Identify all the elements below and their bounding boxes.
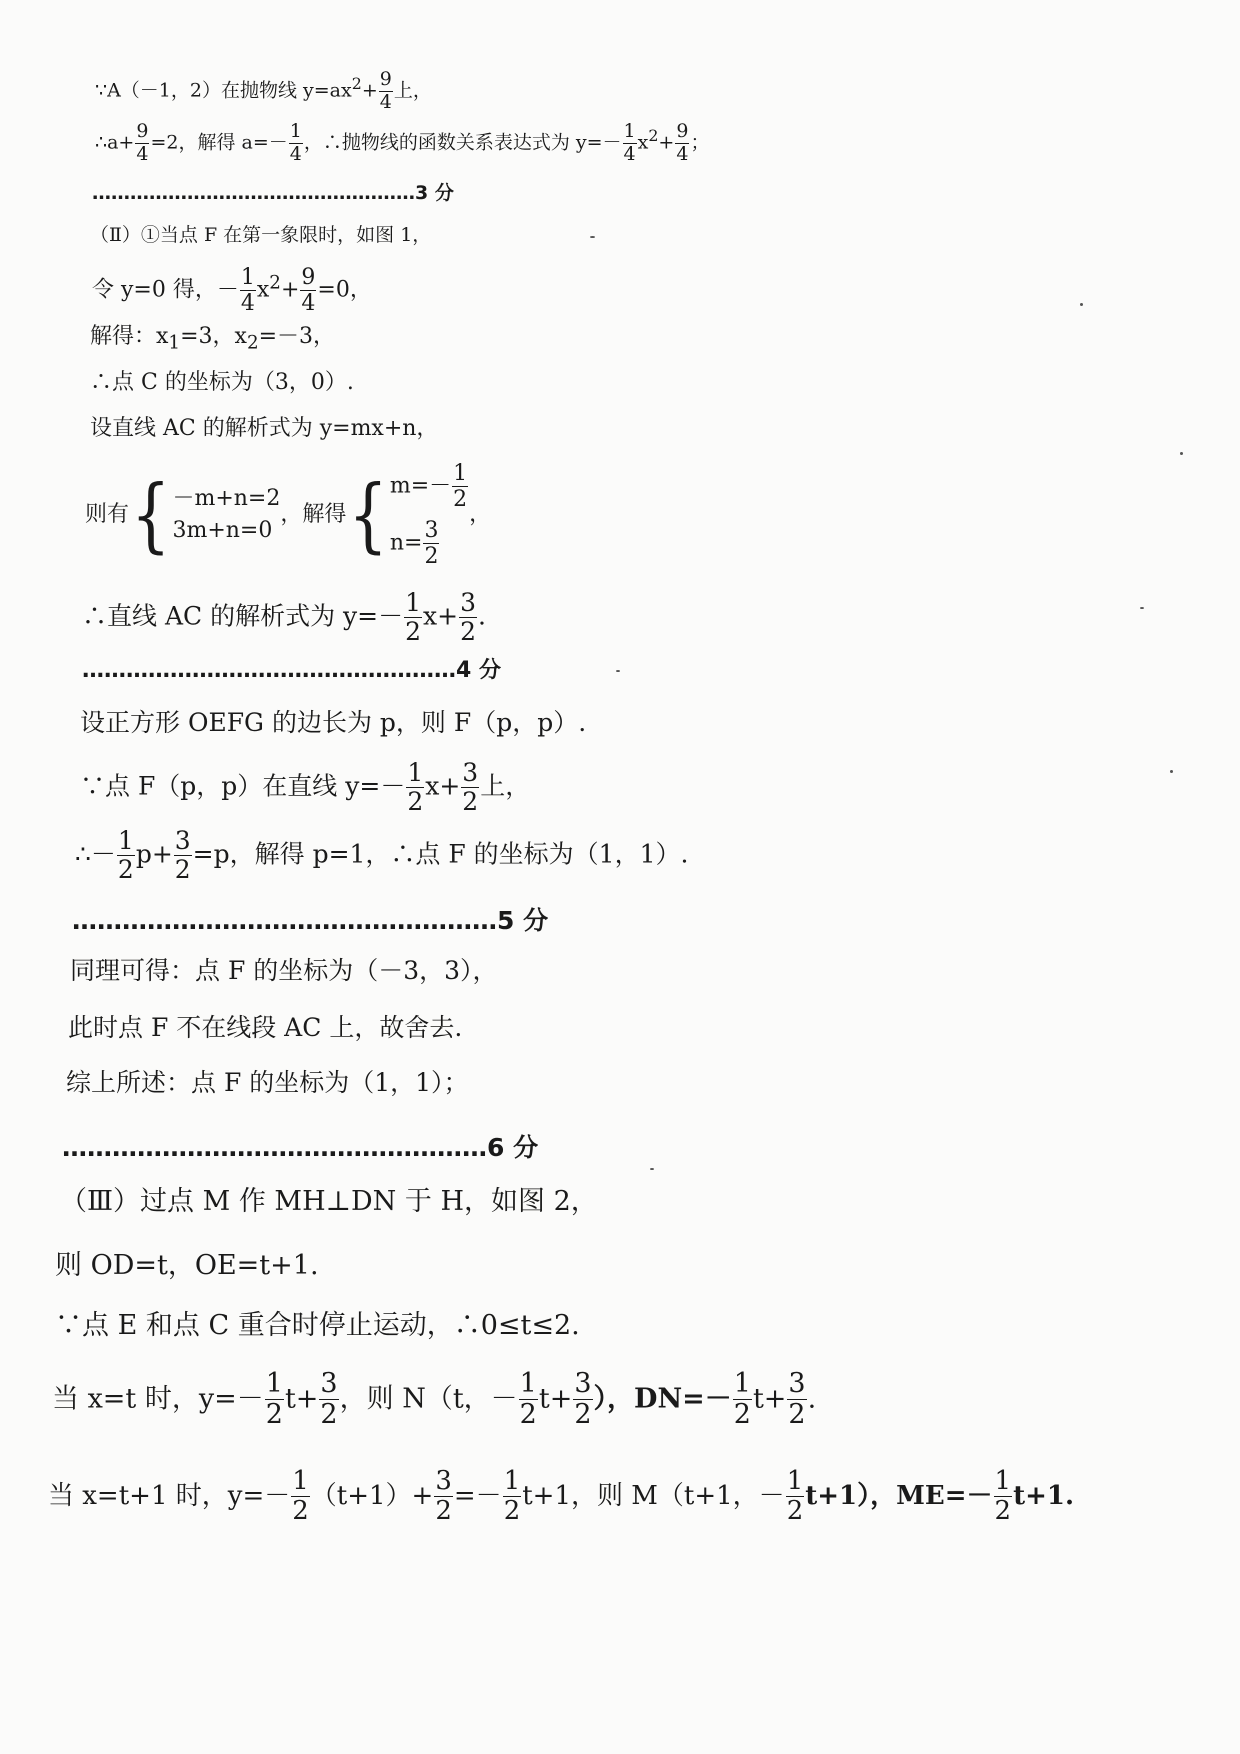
left-brace: {: [131, 467, 171, 562]
line-point-a-on-parabola: ∵A（－1，2）在抛物线 $y=ax^2+$ $\frac{9}{4}$ 上，: [95, 68, 432, 113]
scan-speck: [616, 670, 620, 672]
fraction: $\frac{9}{4}$: [379, 68, 392, 113]
scan-speck: [650, 1168, 654, 1170]
fraction: $\frac{3}{2}$: [574, 1368, 592, 1431]
line-set-y-zero: 令 y=0 得，－ $\frac{1}{4}$ $x^2+$ $\frac{9}{4}$ =0，: [92, 265, 372, 317]
fraction: $\frac{1}{2}$: [519, 1368, 537, 1431]
line-solve-a: ∴a+ $\frac{9}{4}$ =2，解得 a=－ $\frac{1}{4}$ ，∴抛物线的函数关系表达式为 y=－ $\frac{1}{4}$ $x^2+$ $\frac{9}{4}$ ；: [95, 120, 710, 165]
fraction: $\frac{3}{2}$: [460, 588, 476, 647]
line-when-x-eq-t: 当 x=t 时，y=－ $\frac{1}{2}$ t+ $\frac{3}{2}$ ，则 N（t，－ $\frac{1}{2}$ t+ $\frac{3}{2}$ ），DN=－ $\frac{1}{2}$ t+ $\frac{3}{2}$ .: [52, 1368, 817, 1431]
fraction: $\frac{3}{2}$: [435, 1466, 452, 1527]
line-set-line-ac: 设直线 AC 的解析式为 y=mx+n，: [90, 416, 439, 441]
fraction: $\frac{9}{4}$: [301, 265, 316, 317]
left-brace: {: [348, 467, 388, 562]
solution-pair: m=－ $\frac{1}{2}$ n= $\frac{3}{2}$: [389, 461, 468, 570]
fraction: $\frac{1}{2}$: [265, 1368, 283, 1431]
fraction: $\frac{1}{2}$: [292, 1466, 309, 1527]
fraction: $\frac{1}{4}$: [240, 265, 255, 317]
fraction: $\frac{1}{2}$: [733, 1368, 751, 1431]
line-solve-p: ∴－ $\frac{1}{2}$ p+ $\frac{3}{2}$ =p，解得 p=1，∴点 F 的坐标为（1，1）.: [75, 826, 689, 885]
fraction: $\frac{1}{4}$: [623, 120, 636, 165]
fraction: $\frac{3}{2}$: [174, 826, 191, 885]
score-marker-4: ……………………………………………4 分: [82, 658, 501, 683]
line-equation-system: 则有{ －m+n=2 3m+n=0 ，解得{ m=－ $\frac{1}{2}$ n= $\frac{3}{2}$ ，: [85, 461, 492, 570]
fraction: $\frac{1}{2}$: [786, 1466, 804, 1527]
line-roots: 解得：$x_1=3$，$x_2=-3$，: [90, 324, 336, 354]
fraction: $\frac{3}{2}$: [424, 518, 439, 570]
fraction: $\frac{1}{4}$: [289, 120, 302, 165]
scan-speck: [1170, 770, 1173, 773]
fraction: $\frac{1}{2}$: [405, 588, 422, 647]
line-conclusion: 综上所述：点 F 的坐标为（1，1）；: [66, 1068, 469, 1097]
fraction: $\frac{9}{4}$: [136, 120, 149, 165]
fraction: $\frac{9}{4}$: [676, 120, 689, 165]
score-marker-6: ……………………………………………6 分: [62, 1133, 539, 1162]
line-when-x-eq-t-plus-1: 当 x=t+1 时，y=－ $\frac{1}{2}$ （t+1）+ $\frac{3}{2}$ =－ $\frac{1}{2}$ t+1，则 M（t+1，－ $\frac{1}{2}$ t+1），ME=－ $\frac{1}{2}$ t+1.: [48, 1466, 1074, 1527]
fraction: $\frac{1}{2}$: [503, 1466, 521, 1527]
fraction: $\frac{3}{2}$: [462, 758, 479, 817]
scan-speck: [1180, 452, 1183, 455]
fraction: $\frac{1}{2}$: [407, 758, 424, 817]
scan-speck: [590, 236, 595, 238]
line-part-iii: （Ⅲ）过点 M 作 MH⊥DN 于 H，如图 2，: [60, 1186, 598, 1217]
fraction: $\frac{1}{2}$: [453, 461, 468, 513]
score-marker-3: ……………………………………………3 分: [92, 182, 454, 204]
line-point-c: ∴点 C 的坐标为（3，0）.: [90, 370, 354, 395]
equation-pair: －m+n=2 3m+n=0: [172, 486, 281, 544]
line-square-side: 设正方形 OEFG 的边长为 p，则 F（p，p）.: [80, 708, 587, 737]
line-reject: 此时点 F 不在线段 AC 上，故舍去.: [68, 1013, 463, 1042]
line-part-ii-case-1: （Ⅱ）①当点 F 在第一象限时，如图 1，: [90, 224, 432, 246]
fraction: $\frac{1}{2}$: [994, 1466, 1012, 1527]
line-similarly: 同理可得：点 F 的坐标为（－3，3），: [70, 956, 498, 985]
fraction: $\frac{1}{2}$: [117, 826, 134, 885]
score-marker-5: ……………………………………………5 分: [72, 906, 549, 935]
fraction: $\frac{3}{2}$: [788, 1368, 806, 1431]
scan-speck: [1080, 303, 1083, 306]
scan-speck: [1140, 607, 1144, 609]
line-od-oe: 则 OD=t，OE=t+1.: [55, 1250, 319, 1281]
line-t-range: ∵点 E 和点 C 重合时停止运动，∴0≤t≤2.: [55, 1310, 580, 1341]
line-f-on-line: ∵点 F（p，p）在直线 y=－ $\frac{1}{2}$ x+ $\frac{3}{2}$ 上，: [80, 758, 531, 817]
fraction: $\frac{3}{2}$: [320, 1368, 338, 1431]
line-ac-expression: ∴直线 AC 的解析式为 y=－ $\frac{1}{2}$ x+ $\frac{3}{2}$ .: [82, 588, 486, 647]
